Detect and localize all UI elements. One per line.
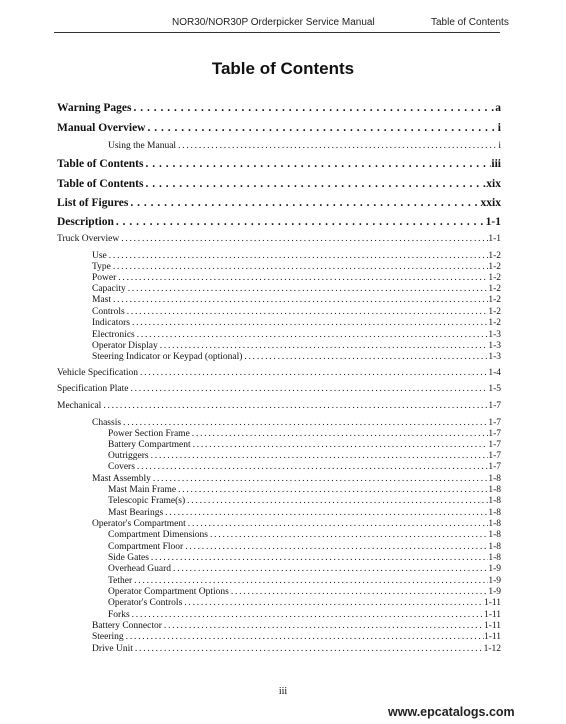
toc-entry[interactable] bbox=[57, 215, 501, 229]
toc-entry-label: Controls bbox=[92, 307, 125, 317]
toc-entry-page: 1-11 bbox=[483, 610, 501, 620]
toc-entry[interactable] bbox=[108, 542, 501, 553]
dot-leader bbox=[186, 519, 489, 530]
toc-entry-label: Operator Compartment Options bbox=[108, 587, 229, 597]
toc-entry[interactable] bbox=[57, 101, 501, 115]
toc-entry-label: Mast Main Frame bbox=[108, 485, 177, 495]
dot-leader bbox=[242, 352, 488, 363]
toc-entry-page: 1-11 bbox=[483, 632, 501, 642]
toc-entry-page: 1-8 bbox=[488, 474, 501, 484]
toc-entry[interactable] bbox=[92, 307, 501, 318]
toc-entry[interactable] bbox=[92, 474, 501, 485]
toc-entry-label: Mast bbox=[92, 295, 111, 305]
toc-entry-page: 1-1 bbox=[488, 234, 501, 244]
toc-entry-page: 1-8 bbox=[488, 542, 501, 552]
dot-leader bbox=[114, 215, 486, 229]
toc-entry-label: Outriggers bbox=[108, 451, 149, 461]
dot-leader bbox=[143, 157, 491, 171]
toc-entry[interactable] bbox=[57, 368, 501, 379]
toc-entry-label: Side Gates bbox=[108, 553, 149, 563]
dot-leader bbox=[145, 121, 497, 135]
toc-entry-label: Electronics bbox=[92, 330, 135, 340]
toc-entry-page: 1-9 bbox=[488, 576, 501, 586]
toc-entry-page: 1-2 bbox=[488, 273, 501, 283]
toc-entry-label: Compartment Dimensions bbox=[108, 530, 209, 540]
dot-leader bbox=[135, 462, 488, 473]
toc-entry-page: 1-3 bbox=[488, 352, 501, 362]
toc-entry-page: 1-2 bbox=[488, 284, 501, 294]
toc-entry[interactable] bbox=[92, 341, 501, 352]
toc-entry[interactable] bbox=[108, 440, 501, 451]
toc-entry[interactable] bbox=[57, 157, 501, 171]
toc-entry[interactable] bbox=[108, 598, 501, 609]
toc-entry-page: 1-2 bbox=[488, 251, 501, 261]
toc-entry[interactable] bbox=[108, 141, 501, 152]
toc-entry[interactable] bbox=[92, 330, 501, 341]
toc-entry-page: xix bbox=[486, 178, 501, 190]
dot-leader bbox=[191, 440, 489, 451]
toc-entry-label: Capacity bbox=[92, 284, 126, 294]
toc-entry-page: 1-12 bbox=[483, 644, 501, 654]
running-header-title: NOR30/NOR30P Orderpicker Service Manual bbox=[172, 17, 375, 28]
toc-entry-page: i bbox=[498, 141, 501, 151]
dot-leader bbox=[126, 284, 489, 295]
toc-entry[interactable] bbox=[57, 177, 501, 191]
dot-leader bbox=[138, 368, 488, 379]
toc-entry-page: iii bbox=[491, 158, 501, 170]
toc-entry-label: Indicators bbox=[92, 318, 130, 328]
toc-entry[interactable] bbox=[92, 519, 501, 530]
header-rule bbox=[54, 32, 500, 33]
toc-entry[interactable] bbox=[57, 234, 501, 245]
toc-entry-label: Drive Unit bbox=[92, 644, 133, 654]
dot-leader bbox=[182, 598, 484, 609]
toc-entry-label: Truck Overview bbox=[57, 234, 120, 244]
watermark: www.epcatalogs.com bbox=[388, 705, 515, 719]
toc-entry-page: i bbox=[497, 122, 501, 134]
dot-leader bbox=[128, 196, 480, 210]
toc-entry-label: Description bbox=[57, 216, 114, 228]
toc-entry-label: Tether bbox=[108, 576, 133, 586]
toc-entry-label: Power Section Frame bbox=[108, 429, 190, 439]
dot-leader bbox=[111, 262, 488, 273]
toc-entry[interactable] bbox=[92, 418, 501, 429]
dot-leader bbox=[121, 418, 488, 429]
toc-entry-page: 1-7 bbox=[488, 440, 501, 450]
toc-entry-page: 1-7 bbox=[488, 401, 501, 411]
running-header-section: Table of Contents bbox=[431, 17, 509, 28]
toc-entry[interactable] bbox=[92, 284, 501, 295]
toc-entry-page: 1-3 bbox=[488, 341, 501, 351]
dot-leader bbox=[185, 496, 488, 507]
dot-leader bbox=[133, 644, 484, 655]
toc-entry-page: 1-8 bbox=[488, 485, 501, 495]
dot-leader bbox=[101, 401, 488, 412]
toc-entry[interactable] bbox=[57, 196, 501, 210]
toc-entry-page: 1-9 bbox=[488, 587, 501, 597]
toc-entry-label: Mechanical bbox=[57, 401, 102, 411]
dot-leader bbox=[116, 273, 488, 284]
toc-entry-label: Steering bbox=[92, 632, 124, 642]
dot-leader bbox=[107, 251, 489, 262]
toc-entry-page: 1-8 bbox=[488, 508, 501, 518]
toc-entry[interactable] bbox=[108, 429, 501, 440]
dot-leader bbox=[162, 621, 484, 632]
toc-entry-label: Covers bbox=[108, 462, 135, 472]
dot-leader bbox=[131, 101, 495, 115]
toc-entry[interactable] bbox=[92, 644, 501, 655]
dot-leader bbox=[135, 330, 489, 341]
toc-entry[interactable] bbox=[108, 496, 501, 507]
toc-entry-page: 1-2 bbox=[488, 295, 501, 305]
toc-entry-page: 1-11 bbox=[483, 621, 501, 631]
toc-entry-label: Mast Bearings bbox=[108, 508, 164, 518]
toc-entry-label: Type bbox=[92, 262, 111, 272]
toc-entry-page: 1-7 bbox=[488, 418, 501, 428]
toc-entry-label: Compartment Floor bbox=[108, 542, 184, 552]
toc-entry[interactable] bbox=[92, 318, 501, 329]
toc-entry[interactable] bbox=[92, 632, 501, 643]
toc-entry-page: 1-8 bbox=[488, 530, 501, 540]
toc-entry-label: Operator's Controls bbox=[108, 598, 183, 608]
toc-entry[interactable] bbox=[108, 564, 501, 575]
dot-leader bbox=[176, 141, 498, 152]
dot-leader bbox=[171, 564, 488, 575]
toc-entry-page: 1-5 bbox=[488, 384, 501, 394]
toc-entry-label: Battery Connector bbox=[92, 621, 162, 631]
toc-entry-label: Vehicle Specification bbox=[57, 368, 138, 378]
toc-entry-label: Mast Assembly bbox=[92, 474, 151, 484]
toc-entry[interactable] bbox=[108, 485, 501, 496]
toc-entry[interactable] bbox=[92, 621, 501, 632]
toc-entry[interactable] bbox=[108, 576, 501, 587]
toc-entry-label: Battery Compartment bbox=[108, 440, 191, 450]
dot-leader bbox=[183, 542, 488, 553]
toc-entry-label: Telescopic Frame(s) bbox=[108, 496, 186, 506]
toc-entry[interactable] bbox=[108, 462, 501, 473]
dot-leader bbox=[208, 530, 488, 541]
toc-entry-page: 1-9 bbox=[488, 564, 501, 574]
toc-entry-label: Using the Manual bbox=[108, 141, 177, 151]
toc-entry-page: a bbox=[495, 102, 501, 114]
toc-entry-label: Warning Pages bbox=[57, 102, 132, 114]
dot-leader bbox=[190, 429, 489, 440]
toc-entry[interactable] bbox=[108, 451, 501, 462]
toc-entry[interactable] bbox=[92, 295, 501, 306]
page-title: Table of Contents bbox=[211, 59, 355, 78]
dot-leader bbox=[149, 553, 488, 564]
toc-entry[interactable] bbox=[108, 553, 501, 564]
toc-entry-page: 1-3 bbox=[488, 330, 501, 340]
toc-entry-page: 1-7 bbox=[488, 462, 501, 472]
toc-entry-label: Operator Display bbox=[92, 341, 158, 351]
toc-entry[interactable] bbox=[92, 262, 501, 273]
toc-entry-label: Table of Contents bbox=[57, 178, 144, 190]
dot-leader bbox=[111, 295, 488, 306]
toc-entry-page: 1-11 bbox=[483, 598, 501, 608]
dot-leader bbox=[143, 177, 486, 191]
dot-leader bbox=[125, 307, 489, 318]
dot-leader bbox=[132, 576, 488, 587]
toc-entry[interactable] bbox=[108, 530, 501, 541]
toc-entry-label: Steering Indicator or Keypad (optional) bbox=[92, 352, 243, 362]
toc-entry-label: Manual Overview bbox=[57, 122, 146, 134]
toc-entry-label: Power bbox=[92, 273, 117, 283]
toc-entry[interactable] bbox=[92, 273, 501, 284]
toc-entry[interactable] bbox=[92, 251, 501, 262]
toc-entry[interactable] bbox=[57, 401, 501, 412]
toc-entry-label: Overhead Guard bbox=[108, 564, 172, 574]
toc-entry-label: List of Figures bbox=[57, 197, 129, 209]
toc-entry-page: 1-8 bbox=[488, 553, 501, 563]
dot-leader bbox=[149, 451, 489, 462]
dot-leader bbox=[124, 632, 484, 643]
toc-entry-page: 1-2 bbox=[488, 307, 501, 317]
dot-leader bbox=[176, 485, 488, 496]
toc-entry-page: 1-1 bbox=[485, 216, 501, 228]
toc-entry-page: xxix bbox=[480, 197, 501, 209]
dot-leader bbox=[119, 234, 488, 245]
toc-entry[interactable] bbox=[57, 384, 501, 395]
toc-entry-page: 1-2 bbox=[488, 318, 501, 328]
toc-entry[interactable] bbox=[108, 587, 501, 598]
toc-entry[interactable] bbox=[92, 352, 501, 363]
toc-entry-page: 1-8 bbox=[488, 496, 501, 506]
toc-entry-label: Table of Contents bbox=[57, 158, 144, 170]
dot-leader bbox=[158, 341, 489, 352]
toc-entry-label: Operator's Compartment bbox=[92, 519, 186, 529]
toc-entry[interactable] bbox=[108, 610, 501, 621]
dot-leader bbox=[130, 610, 484, 621]
dot-leader bbox=[129, 384, 489, 395]
toc-entry-page: 1-8 bbox=[488, 519, 501, 529]
dot-leader bbox=[151, 474, 488, 485]
toc-entry-page: 1-4 bbox=[488, 368, 501, 378]
footer-page-number: iii bbox=[278, 686, 288, 697]
toc-entry-label: Specification Plate bbox=[57, 384, 129, 394]
toc-entry[interactable] bbox=[57, 121, 501, 135]
toc-entry-page: 1-7 bbox=[488, 429, 501, 439]
toc-entry-page: 1-2 bbox=[488, 262, 501, 272]
toc-entry-page: 1-7 bbox=[488, 451, 501, 461]
dot-leader bbox=[163, 508, 488, 519]
toc-entry-label: Use bbox=[92, 251, 107, 261]
toc-entry-label: Forks bbox=[108, 610, 130, 620]
dot-leader bbox=[130, 318, 488, 329]
toc-entry-label: Chassis bbox=[92, 418, 122, 428]
toc-entry[interactable] bbox=[108, 508, 501, 519]
dot-leader bbox=[229, 587, 488, 598]
